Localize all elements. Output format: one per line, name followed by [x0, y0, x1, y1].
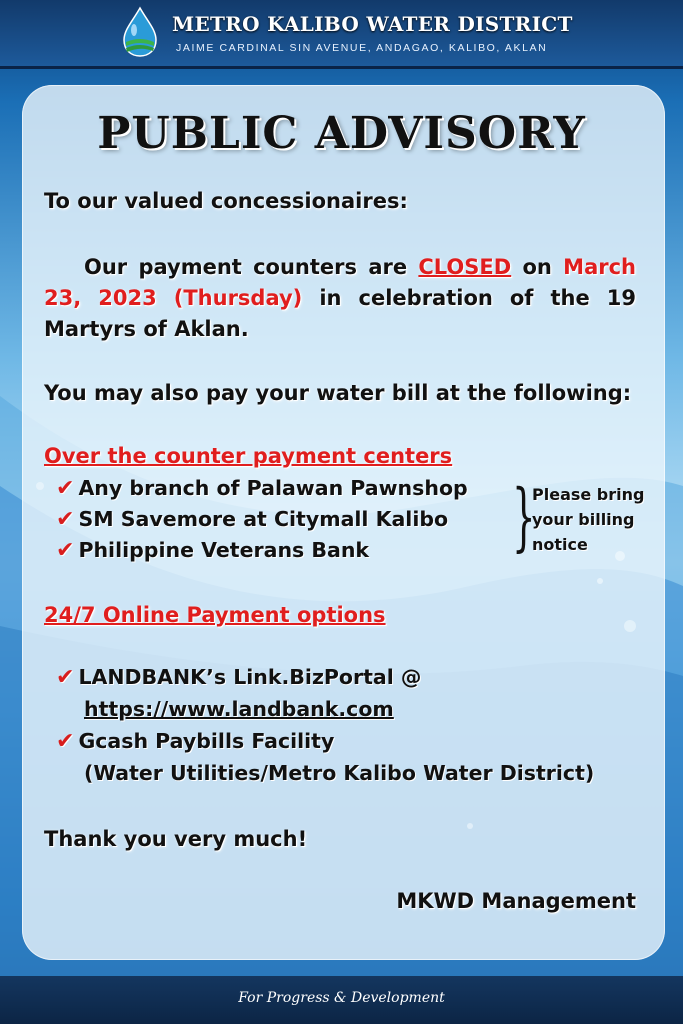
closure-paragraph	[44, 252, 636, 345]
online-item-label: Gcash Paybills Facility	[78, 729, 335, 753]
list-item	[56, 507, 448, 532]
otc-item-label: Philippine Veterans Bank	[78, 538, 370, 562]
brace-icon: }	[512, 474, 536, 560]
check-mark-icon: ✔	[56, 729, 75, 754]
org-name: METRO KALIBO WATER DISTRICT	[172, 12, 573, 36]
otc-item-label: Any branch of Palawan Pawnshop	[78, 476, 468, 500]
landbank-link[interactable]: https://www.landbank.com	[84, 697, 394, 721]
closure-text-c: in celebration of the 19 Martyrs of Aklan.	[44, 286, 637, 341]
org-address: JAIME CARDINAL SIN AVENUE, ANDAGAO, KALIBO, AKLAN	[176, 42, 548, 54]
check-mark-icon: ✔	[56, 476, 75, 501]
thanks-text: Thank you very much!	[44, 827, 308, 851]
greeting: To our valued concessionaires:	[44, 189, 408, 213]
check-mark-icon: ✔	[56, 507, 75, 532]
closure-date: March 23, 2023 (Thursday)	[44, 255, 636, 310]
check-mark-icon: ✔	[56, 538, 75, 563]
header-bar	[0, 0, 683, 69]
advisory-title: PUBLIC ADVISORY	[97, 108, 586, 159]
note-line: notice	[532, 535, 588, 554]
note-line: Please bring	[532, 485, 645, 504]
signature: MKWD Management	[396, 889, 636, 913]
otc-item-label: SM Savemore at Citymall Kalibo	[78, 507, 449, 531]
note-line: your billing	[532, 510, 635, 529]
online-item-label: LANDBANK’s Link.BizPortal @	[78, 665, 422, 689]
closed-label: CLOSED	[418, 255, 512, 279]
footer-slogan: For Progress & Development	[238, 990, 445, 1006]
billing-notice-note	[532, 482, 644, 557]
online-heading: 24/7 Online Payment options	[44, 603, 386, 627]
payment-intro: You may also pay your water bill at the following:	[44, 381, 632, 405]
closure-text-b: on	[511, 255, 564, 279]
list-item	[56, 538, 369, 563]
check-mark-icon: ✔	[56, 665, 75, 690]
water-drop-logo-icon	[116, 6, 164, 58]
list-item	[56, 729, 334, 754]
closure-text-a: Our payment counters are	[84, 255, 419, 279]
online-item-detail: (Water Utilities/Metro Kalibo Water District)	[84, 761, 595, 785]
list-item	[56, 665, 421, 690]
otc-heading: Over the counter payment centers	[44, 444, 453, 468]
list-item	[56, 476, 468, 501]
